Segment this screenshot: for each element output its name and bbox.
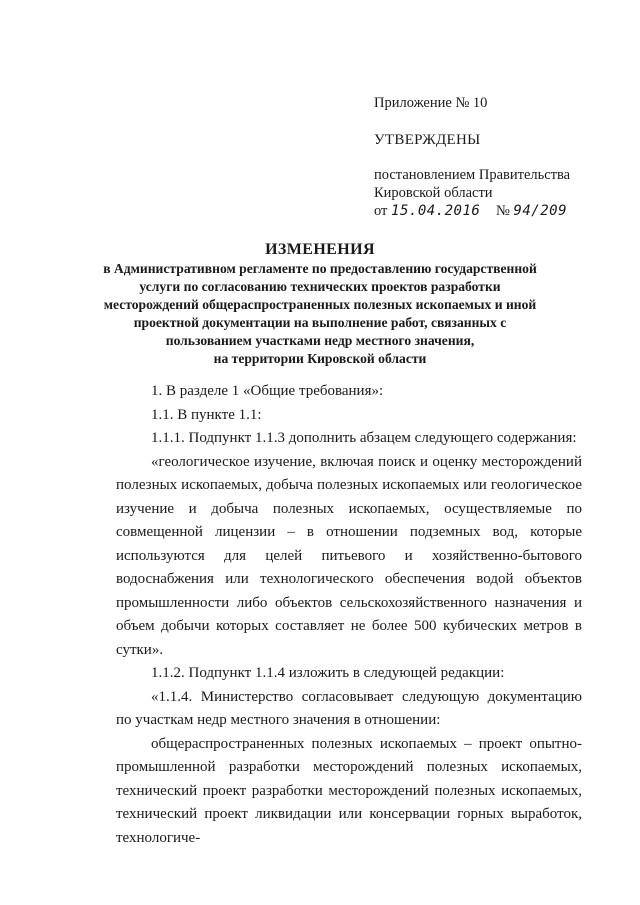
decree-date-line xyxy=(374,202,614,220)
body-paragraph: 1.1.1. Подпункт 1.1.3 дополнить абзацем следующего содержания: xyxy=(151,430,577,446)
heading-subtitle-line: пользованием участками недр местного значения, xyxy=(165,333,475,348)
heading-subtitle-line: проектной документации на выполнение работ, связанных с xyxy=(133,315,507,330)
heading-subtitle-line: в Административном регламенте по предоставлению государственной xyxy=(103,261,537,276)
document-heading xyxy=(100,240,540,368)
heading-title: ИЗМЕНЕНИЯ xyxy=(265,241,375,258)
date-prefix: от xyxy=(374,203,388,219)
heading-subtitle-line: месторождений общераспространенных полезных ископаемых и иной xyxy=(103,297,537,312)
decree-line: Кировской области xyxy=(374,185,493,201)
approval-stamp xyxy=(374,94,614,220)
heading-subtitle-line: услуги по согласованию технических проектов разработки xyxy=(139,279,501,294)
body-paragraph: 1.1. В пункте 1.1: xyxy=(151,406,262,423)
handwritten-number: 94/209 xyxy=(513,203,567,219)
document-body xyxy=(116,380,582,850)
decree-line: постановлением Правительства xyxy=(374,167,571,183)
handwritten-date: 15.04.2016 xyxy=(391,203,481,219)
appendix-number: Приложение № 10 xyxy=(374,95,488,111)
decree-block xyxy=(374,166,614,220)
body-paragraph: общераспространенных полезных ископаемых – проект опытно-промышленной разработки месторождений полезных ископаемых, технический проект разработки месторождений полезных ископаемых, технический проект ликвидации или консервации горных выработок, технологиче- xyxy=(116,735,582,846)
body-paragraph: 1.1.2. Подпункт 1.1.4 изложить в следующей редакции: xyxy=(151,665,505,681)
approved-label: УТВЕРЖДЕНЫ xyxy=(374,132,481,148)
body-paragraph: «1.1.4. Министерство согласовывает следующую документацию по участкам недр местного значения в отношении: xyxy=(116,688,582,728)
body-paragraph: 1. В разделе 1 «Общие требования»: xyxy=(151,383,384,399)
heading-subtitle-line: на территории Кировской области xyxy=(213,351,427,366)
body-paragraph: «геологическое изучение, включая поиск и оценку месторождений полезных ископаемых, добыча полезных ископаемых или геологическое изучение и добыча полезных ископаемых, осуществляемые по совмещенной лицензии – в отношении подземных вод, которые используются для целей питьевого и хозяйственно-бытового водоснабжения или технологического обеспечения водой объектов промышленности либо объектов сельскохозяйственного назначения и объем добычи которых составляет не более 500 кубических метров в сутки». xyxy=(116,453,582,658)
number-prefix: № xyxy=(495,203,510,219)
